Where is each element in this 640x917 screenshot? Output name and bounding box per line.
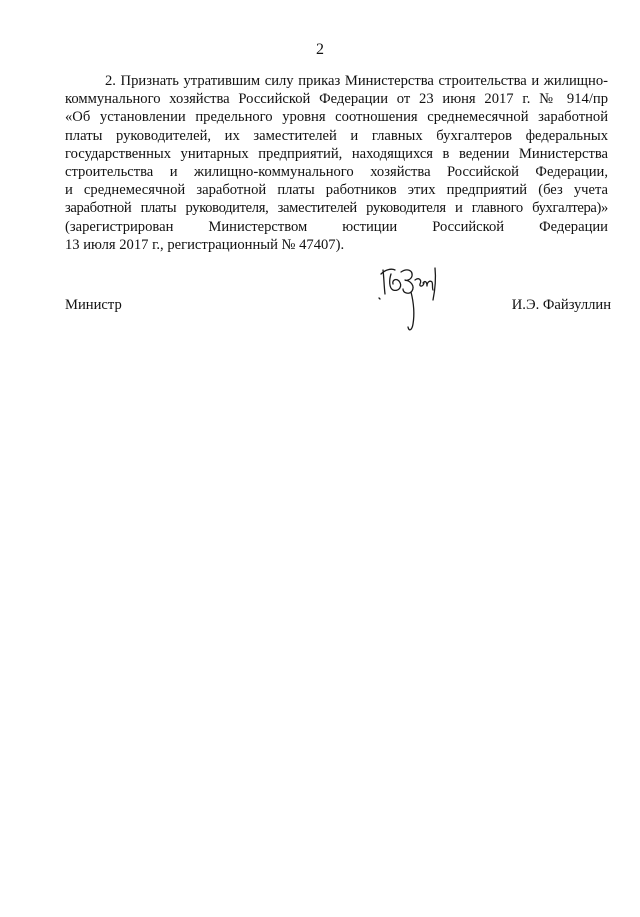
paragraph-line: государственных унитарных предприятий, находящихся в ведении Министерства xyxy=(65,145,608,162)
paragraph-repeal-order xyxy=(65,72,608,254)
paragraph-line: платы руководителей, их заместителей и главных бухгалтеров федеральных xyxy=(65,127,608,144)
paragraph-line: «Об установлении предельного уровня соотношения среднемесячной заработной xyxy=(65,109,608,126)
handwritten-signature xyxy=(375,264,445,336)
paragraph-line: коммунального хозяйства Российской Федерации от 23 июня 2017 г. № 914/пр xyxy=(65,91,608,108)
signature-block xyxy=(65,290,611,314)
paragraph-line: строительства и жилищно-коммунального хозяйства Российской Федерации, xyxy=(65,164,608,181)
paragraph-line: (зарегистрирован Министерством юстиции Российской Федерации xyxy=(65,218,608,235)
signer-title: Министр xyxy=(65,297,122,313)
paragraph-line: и среднемесячной заработной платы работников этих предприятий (без учета xyxy=(65,182,608,199)
paragraph-line: 13 июля 2017 г., регистрационный № 47407). xyxy=(65,236,345,253)
paragraph-line: заработной платы руководителя, заместителей руководителя и главного бухгалтера)» xyxy=(65,200,608,217)
paragraph-line: 2. Признать утратившим силу приказ Министерства строительства и жилищно- xyxy=(105,73,608,89)
page-number: 2 xyxy=(316,41,324,58)
signer-name: И.Э. Файзуллин xyxy=(511,297,611,313)
